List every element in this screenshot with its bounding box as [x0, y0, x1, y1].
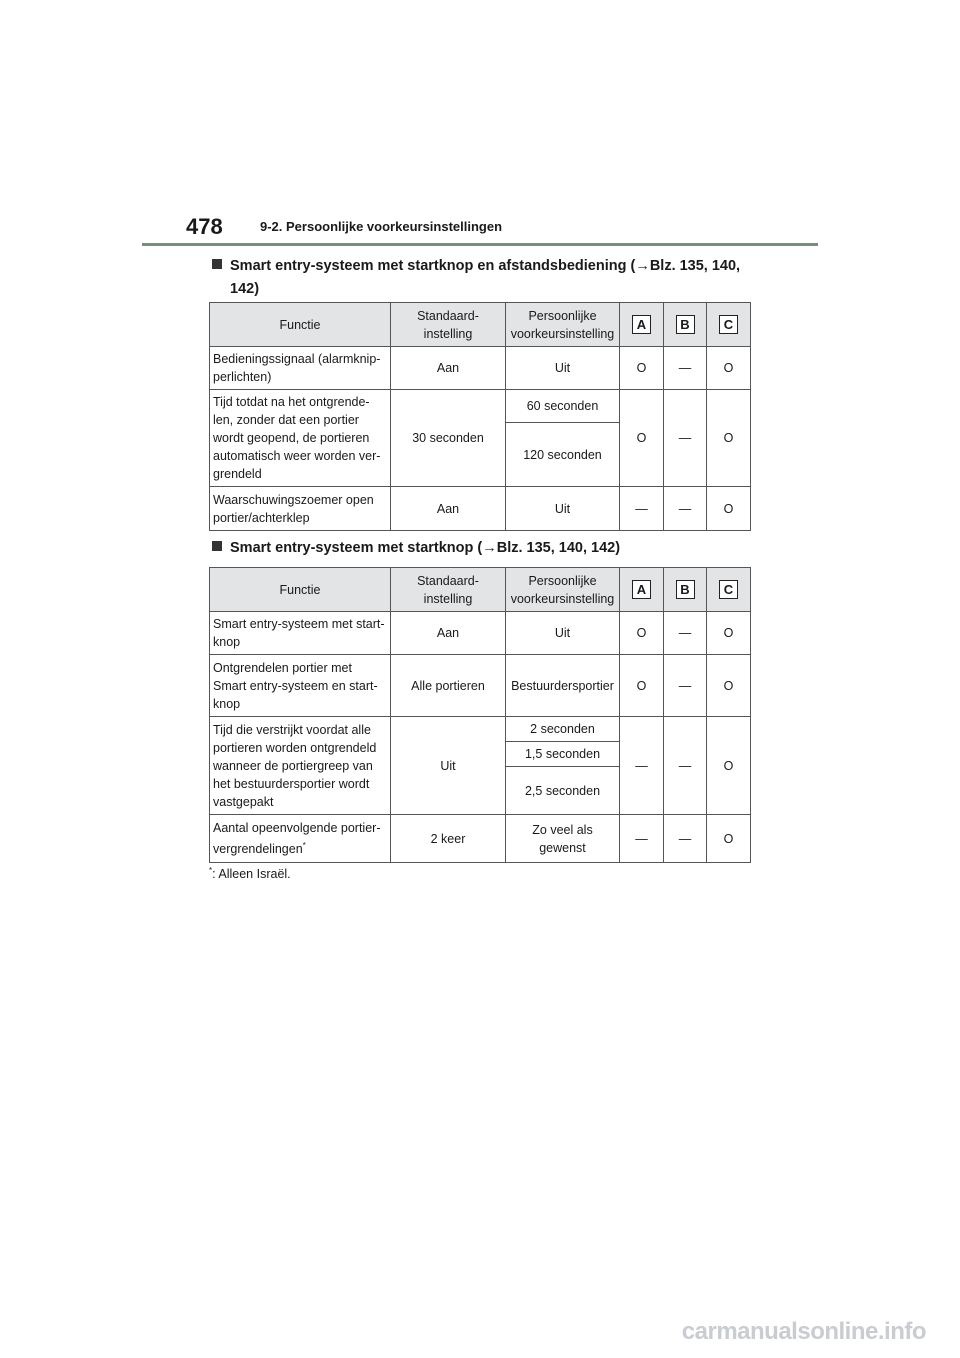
table-header-row — [210, 568, 751, 612]
footnote: *: Alleen Israël. — [209, 866, 291, 882]
settings-table-1 — [209, 302, 751, 531]
col-header-function: Functie — [210, 568, 391, 612]
letter-b-icon: B — [676, 315, 695, 334]
table-row: Aantal opeenvolgende portier-vergrendelingen* 2 keer Zo veel als gewenst — — O — [210, 815, 751, 863]
footnote-mark: * — [302, 840, 306, 850]
watermark: carmanualsonline.info — [681, 1318, 926, 1345]
section-heading-1: Smart entry-systeem met startknop en afstandsbediening (→Blz. 135, 140, 142) — [212, 255, 752, 301]
table-row: Tijd totdat na het ontgrende-len, zonder dat een portier wordt geopend, de portieren automatisch weer worden ver-grendeld 30 seconden 60 seconden O — O — [210, 390, 751, 423]
section-heading-2: Smart entry-systeem met startknop (→Blz. 135, 140, 142) — [212, 537, 752, 560]
table-header-row — [210, 303, 751, 347]
table-row: 1,5 seconden — [210, 742, 751, 767]
col-header-default: Standaard-instelling — [391, 568, 506, 612]
header-rule — [142, 243, 818, 246]
col-header-c — [707, 303, 751, 347]
col-header-custom: Persoonlijke voorkeursinstelling — [506, 303, 620, 347]
table-row: Waarschuwingszoemer open portier/achterklep Aan Uit — — O — [210, 487, 751, 531]
col-header-a — [620, 303, 664, 347]
letter-b-icon: B — [676, 580, 695, 599]
settings-table-2 — [209, 567, 751, 863]
table-row: Ontgrendelen portier met Smart entry-systeem en start-knop Alle portieren Bestuurdersportier O — O — [210, 655, 751, 717]
table-row: 2,5 seconden — [210, 767, 751, 815]
square-bullet-icon — [212, 541, 222, 551]
chapter-title: 9-2. Persoonlijke voorkeursinstellingen — [260, 219, 503, 234]
arrow-icon: → — [482, 540, 497, 556]
col-header-c — [707, 568, 751, 612]
col-header-function: Functie — [210, 303, 391, 347]
col-header-b — [664, 303, 707, 347]
col-header-a — [620, 568, 664, 612]
square-bullet-icon — [212, 259, 222, 269]
letter-a-icon: A — [632, 315, 651, 334]
letter-c-icon: C — [719, 315, 738, 334]
page-number: 478 — [186, 214, 223, 239]
table-row: Smart entry-systeem met start-knop Aan Uit O — O — [210, 612, 751, 655]
table-row: Bedieningssignaal (alarmknip-perlichten) Aan Uit O — O — [210, 347, 751, 390]
col-header-b — [664, 568, 707, 612]
table-row: Tijd die verstrijkt voordat alle portieren worden ontgrendeld wanneer de portiergreep van het bestuurdersportier wordt vastgepakt Uit 2 seconden — — O — [210, 717, 751, 742]
col-header-default: Standaard-instelling — [391, 303, 506, 347]
col-header-custom: Persoonlijke voorkeursinstelling — [506, 568, 620, 612]
table-row: 120 seconden — [210, 423, 751, 487]
letter-c-icon: C — [719, 580, 738, 599]
letter-a-icon: A — [632, 580, 651, 599]
arrow-icon: → — [635, 258, 650, 274]
